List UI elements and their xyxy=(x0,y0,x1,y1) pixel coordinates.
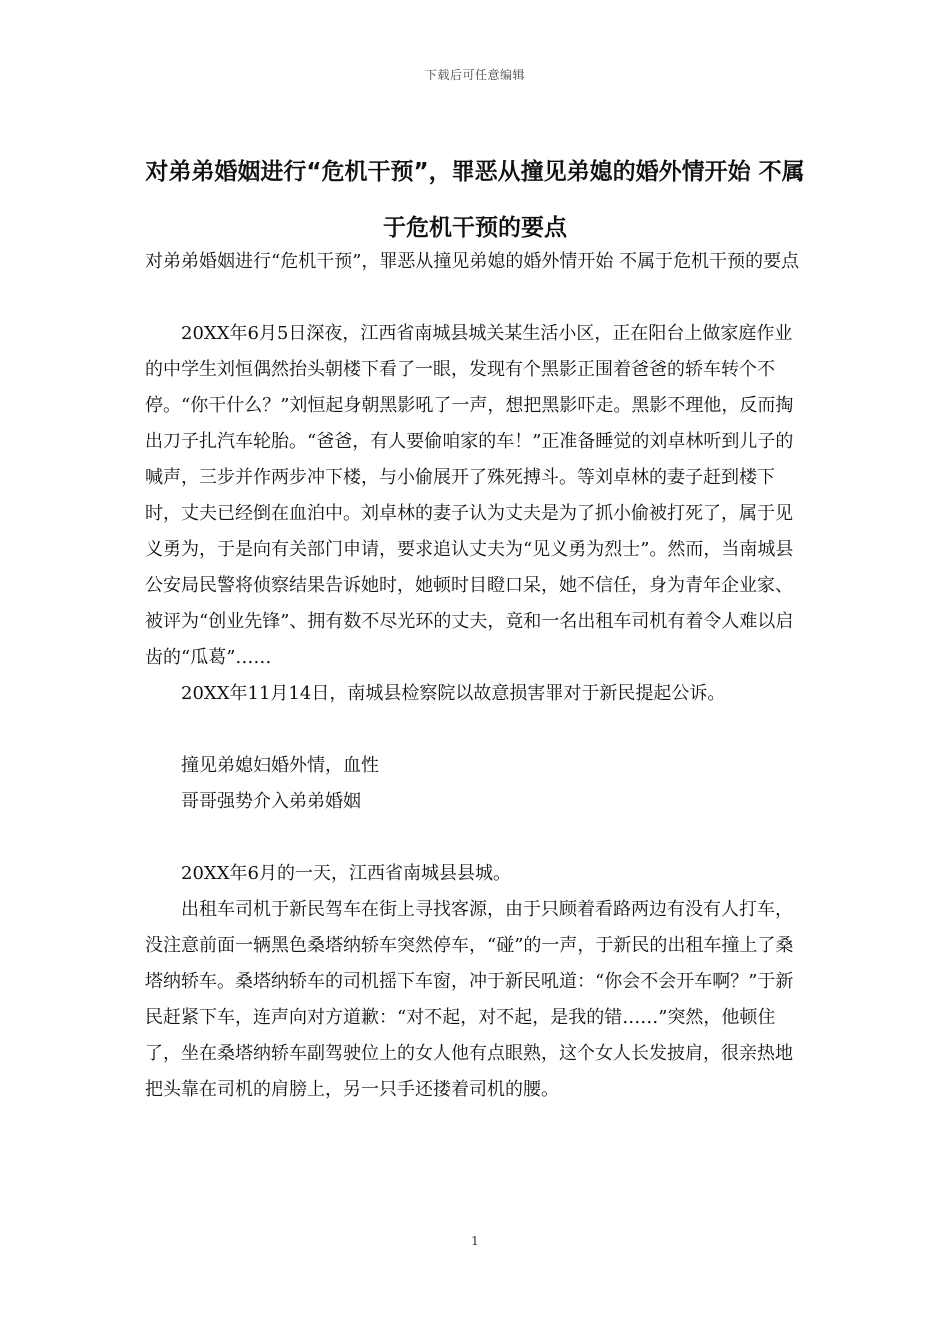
section-heading: 撞见弟媳妇婚外情，血性 xyxy=(181,755,379,776)
page-number: 1 xyxy=(471,1234,479,1248)
body-paragraph: 20XX年11月14日，南城县检察院以故意损害罪对于新民提起公诉。 xyxy=(181,683,726,704)
section-heading: 哥哥强势介入弟弟婚姻 xyxy=(181,791,361,812)
body-paragraph: 20XX年6月5日深夜，江西省南城县城关某生活小区，正在阳台上做家庭作业的中学生刘恒偶然抬头朝楼下看了一眼，发现有个黑影正围着爸爸的轿车转个不停。“你干什么？”刘恒起身朝黑影吼了一声，想把黑影吓走。黑影不理他，反而掏出刀子扎汽车轮胎。“爸爸，有人要偷咱家的车！”正准备睡觉的刘卓林听到儿子的喊声，三步并作两步冲下楼，与小偷展开了殊死搏斗。等刘卓林的妻子赶到楼下时，丈夫已经倒在血泊中。刘卓林的妻子认为丈夫是为了抓小偷被打死了，属于见义勇为，于是向有关部门申请，要求追认丈夫为“见义勇为烈士”。然而，当南城县公安局民警将侦察结果告诉她时，她顿时目瞪口呆，她不信任，身为青年企业家、被评为“创业先锋”、拥有数不尽光环的丈夫，竟和一名出租车司机有着令人难以启齿的“瓜葛”…… xyxy=(145,323,794,668)
document-title: 对弟弟婚姻进行“危机干预”，罪恶从撞见弟媳的婚外情开始 不属于危机干预的要点 xyxy=(145,159,805,241)
body-paragraph: 20XX年6月的一天，江西省南城县县城。 xyxy=(181,863,511,884)
header-note: 下载后可任意编辑 xyxy=(424,68,525,82)
blank-line xyxy=(145,820,810,856)
title-repeat-paragraph: 对弟弟婚姻进行“危机干预”，罪恶从撞见弟媳的婚外情开始 不属于危机干预的要点 xyxy=(145,251,800,272)
blank-line xyxy=(145,280,810,316)
document-body xyxy=(145,244,810,1108)
blank-line xyxy=(145,712,810,748)
body-paragraph: 出租车司机于新民驾车在街上寻找客源，由于只顾着看路两边有没有人打车，没注意前面一辆黑色桑塔纳轿车突然停车，“碰”的一声，于新民的出租车撞上了桑塔纳轿车。桑塔纳轿车的司机摇下车窗，冲于新民吼道：“你会不会开车啊？”于新民赶紧下车，连声向对方道歉：“对不起，对不起，是我的错……”突然，他顿住了，坐在桑塔纳轿车副驾驶位上的女人他有点眼熟，这个女人长发披肩，很亲热地把头靠在司机的肩膀上，另一只手还搂着司机的腰。 xyxy=(145,899,794,1100)
